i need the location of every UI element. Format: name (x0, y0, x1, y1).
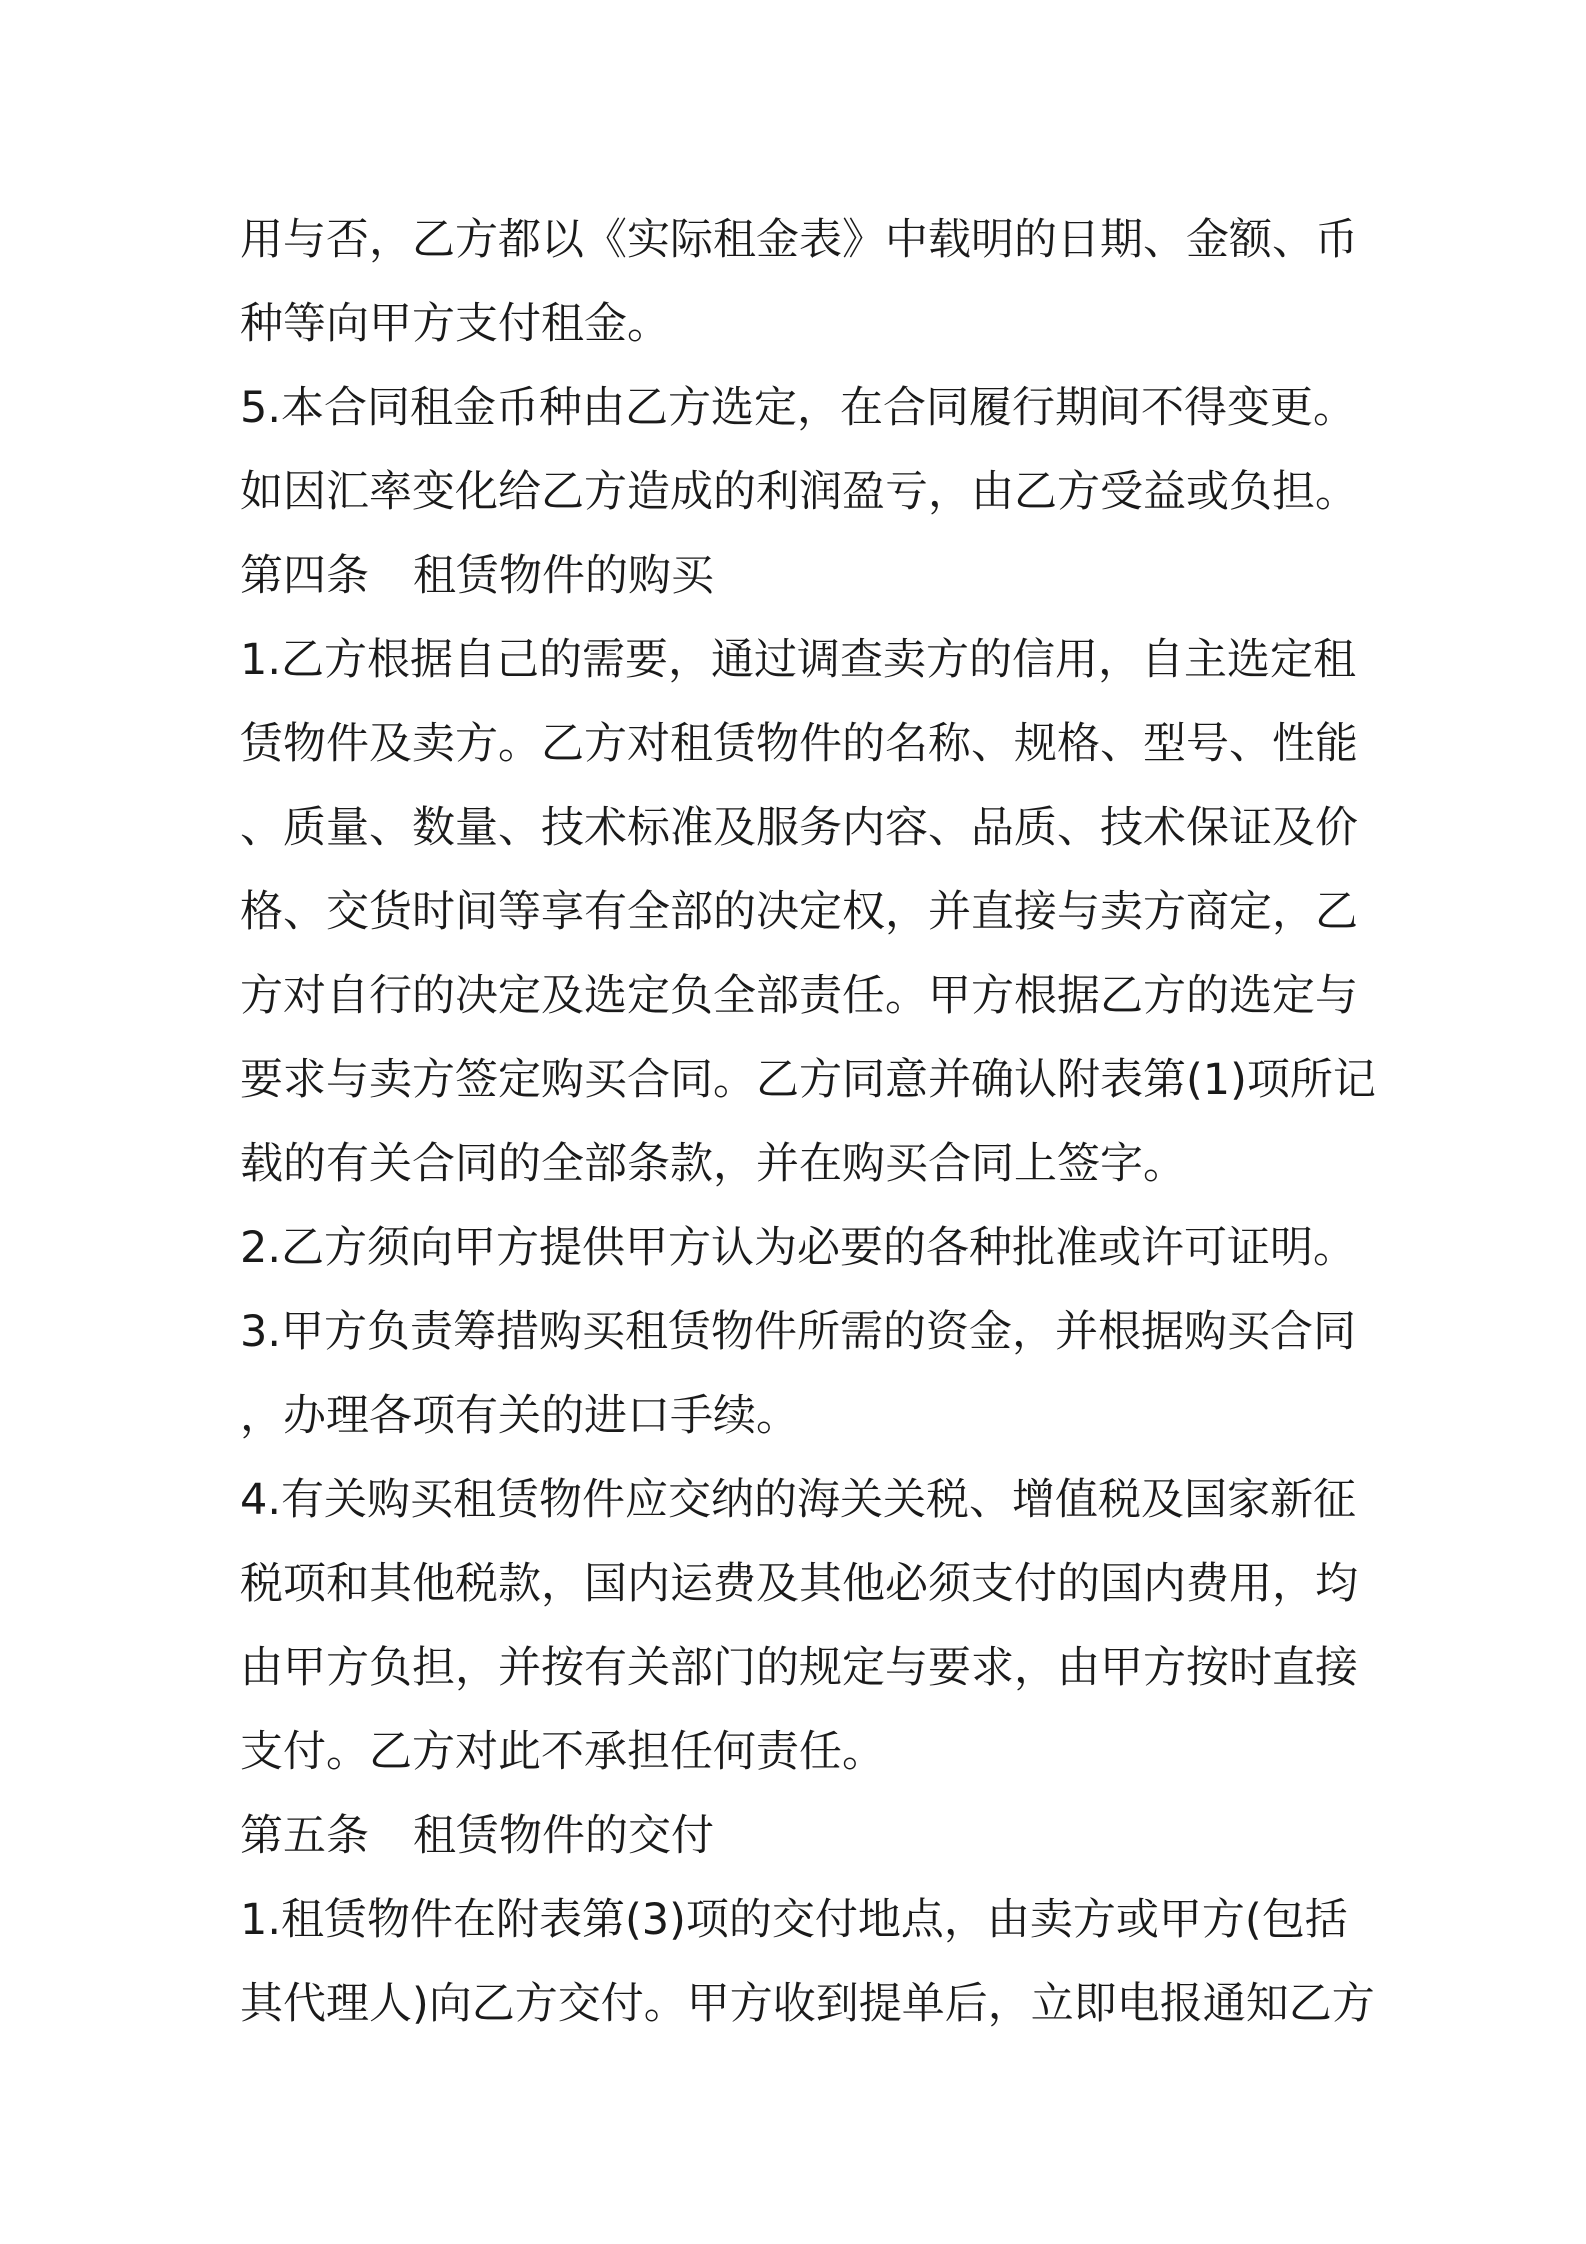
article-5-number: 第五条 (240, 1811, 369, 1861)
article-4-heading (240, 534, 1355, 618)
body-line: 如因汇率变化给乙方造成的利润盈亏，由乙方受益或负担。 (240, 467, 1358, 517)
body-line: 种等向甲方支付租金。 (240, 299, 670, 349)
body-line: 格、交货时间等享有全部的决定权，并直接与卖方商定，乙 (240, 887, 1358, 937)
article-5-heading (240, 1794, 1355, 1878)
article-5-title: 租赁物件的交付 (413, 1811, 714, 1861)
body-line: 1.租赁物件在附表第(3)项的交付地点，由卖方或甲方(包括 (240, 1895, 1348, 1945)
body-line: 1.乙方根据自己的需要，通过调查卖方的信用，自主选定租 (240, 635, 1357, 685)
body-line: 5.本合同租金币种由乙方选定，在合同履行期间不得变更。 (240, 383, 1357, 433)
body-line: 税项和其他税款，国内运费及其他必须支付的国内费用，均 (240, 1559, 1358, 1609)
document-body (240, 198, 1376, 2046)
body-line: 用与否，乙方都以《实际租金表》中载明的日期、金额、币 (240, 215, 1358, 265)
body-line: 由甲方负担，并按有关部门的规定与要求，由甲方按时直接 (240, 1643, 1358, 1693)
body-line: 2.乙方须向甲方提供甲方认为必要的各种批准或许可证明。 (240, 1223, 1357, 1273)
body-line: ，办理各项有关的进口手续。 (240, 1391, 799, 1441)
article-4-number: 第四条 (240, 551, 369, 601)
body-line: 载的有关合同的全部条款，并在购买合同上签字。 (240, 1139, 1186, 1189)
article-4-title: 租赁物件的购买 (413, 551, 714, 601)
body-line: 方对自行的决定及选定负全部责任。甲方根据乙方的选定与 (240, 971, 1358, 1021)
body-line: 赁物件及卖方。乙方对租赁物件的名称、规格、型号、性能 (240, 719, 1358, 769)
body-line: 4.有关购买租赁物件应交纳的海关关税、增值税及国家新征 (240, 1475, 1357, 1525)
body-line: 要求与卖方签定购买合同。乙方同意并确认附表第(1)项所记 (240, 1055, 1376, 1105)
body-line: 、质量、数量、技术标准及服务内容、品质、技术保证及价 (240, 803, 1358, 853)
body-line: 3.甲方负责筹措购买租赁物件所需的资金，并根据购买合同 (240, 1307, 1357, 1357)
body-line: 其代理人)向乙方交付。甲方收到提单后，立即电报通知乙方 (240, 1979, 1375, 2029)
body-line: 支付。乙方对此不承担任何责任。 (240, 1727, 885, 1777)
